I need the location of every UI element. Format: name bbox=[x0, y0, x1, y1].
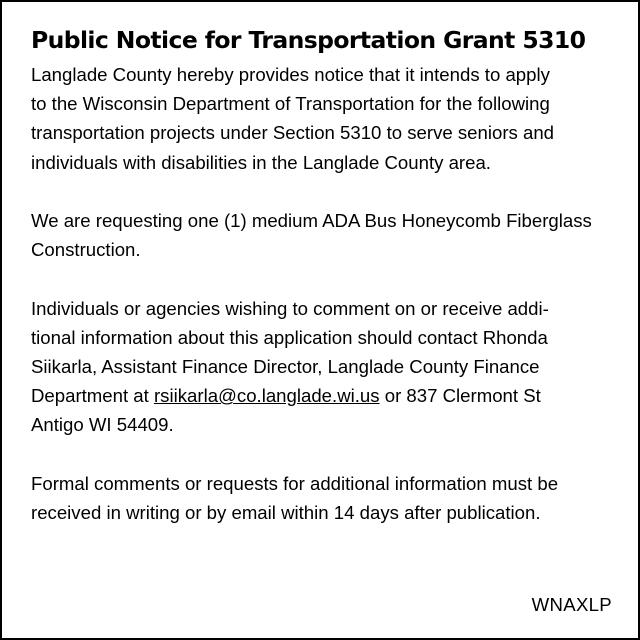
text-line: Siikarla, Assistant Finance Director, Langlade County Finance bbox=[31, 356, 540, 377]
email-link[interactable]: rsiikarla@co.langlade.wi.us bbox=[153, 385, 380, 407]
text-line: received in writing or by email within 14 days after publication. bbox=[31, 502, 541, 523]
comments-paragraph bbox=[31, 469, 616, 527]
text-line: individuals with disabilities in the Langlade County area. bbox=[31, 151, 491, 173]
contact-suffix: or 837 Clermont St bbox=[379, 385, 541, 407]
address-line: Antigo WI 54409. bbox=[31, 414, 174, 436]
intro-paragraph bbox=[31, 60, 616, 177]
text-line: Formal comments or requests for additional information must be bbox=[31, 472, 559, 494]
publication-code: WNAXLP bbox=[531, 594, 612, 615]
notice-title: Public Notice for Transportation Grant 5310 bbox=[31, 26, 586, 54]
text-line: Langlade County hereby provides notice that it intends to apply bbox=[31, 64, 550, 85]
text-line: transportation projects under Section 5310 to serve seniors and bbox=[31, 122, 555, 144]
text-line: Construction. bbox=[31, 239, 141, 261]
text-line: Individuals or agencies wishing to comment on or receive addi- bbox=[31, 297, 549, 319]
text-line: tional information about this application should contact Rhonda bbox=[31, 326, 548, 348]
contact-prefix: Department at bbox=[31, 385, 154, 407]
text-line: to the Wisconsin Department of Transportation for the following bbox=[31, 93, 550, 115]
text-line: We are requesting one (1) medium ADA Bus Honeycomb Fiberglass bbox=[31, 210, 592, 231]
contact-paragraph bbox=[31, 294, 616, 440]
request-paragraph bbox=[31, 206, 616, 264]
contact-line bbox=[31, 381, 616, 410]
